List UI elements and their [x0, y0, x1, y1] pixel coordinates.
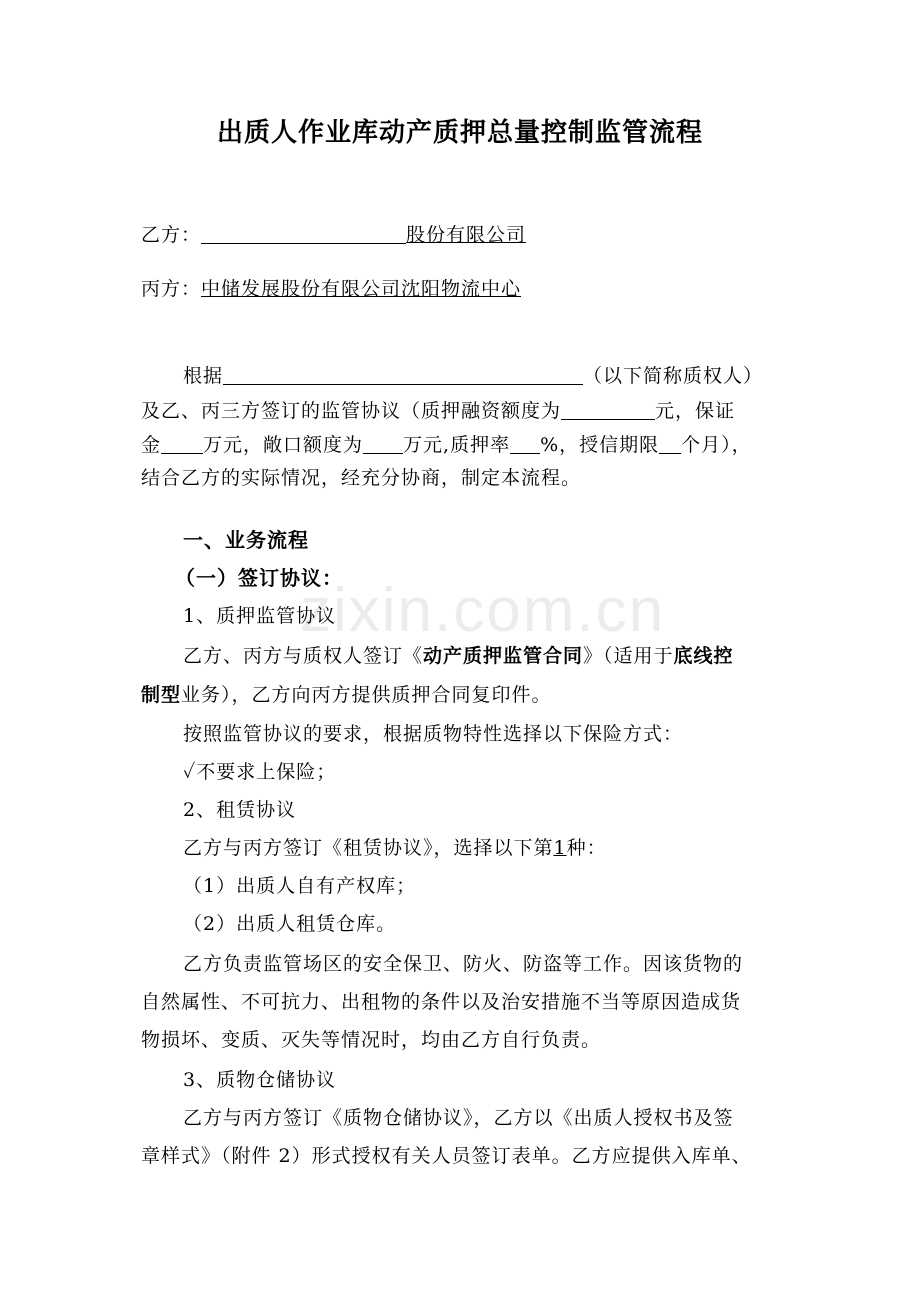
intro-line-1	[183, 361, 763, 388]
intro-text: %，授信期限	[540, 434, 660, 456]
item-heading: 2、租赁协议	[183, 799, 297, 821]
insurance-option: ✓不要求上保险；	[183, 761, 337, 783]
paragraph-text: 》（适用于	[583, 645, 674, 667]
party-c-value: 中储发展股份有限公司沈阳物流中心	[201, 278, 522, 300]
intro-line-3	[141, 430, 752, 457]
item-heading: 1、质押监管协议	[183, 605, 337, 627]
credit-period-blank	[659, 434, 681, 454]
paragraph-line: 章样式》（附件 2）形式授权有关人员签订表单。乙方应提供入库单、	[141, 1145, 752, 1167]
paragraph-line: 乙方与丙方签订《质物仓储协议》，乙方以《出质人授权书及签	[183, 1107, 734, 1129]
intro-line-2	[141, 396, 735, 423]
subsection-heading: （一）签订协议：	[175, 566, 343, 590]
party-b-line	[141, 220, 526, 247]
party-b-company-suffix: 股份有限公司	[406, 224, 527, 246]
contract-name: 动产质押监管合同	[423, 645, 584, 667]
pledgee-blank	[223, 365, 583, 385]
pledge-rate-blank	[510, 434, 540, 454]
list-item: （1）出质人自有产权库；	[183, 875, 417, 897]
intro-text: 根据	[183, 365, 224, 387]
watermark: zixin.com.cn	[300, 576, 666, 645]
intro-text: （以下简称质权人）	[583, 365, 764, 387]
business-type: 底线控	[673, 645, 734, 667]
selected-option-number: 1	[553, 837, 567, 859]
financing-amount-blank	[561, 400, 655, 420]
intro-text: 金	[141, 434, 162, 456]
intro-text: 万元，敞口额度为	[203, 434, 364, 456]
intro-text: 个月），	[681, 434, 752, 456]
paragraph-line	[183, 833, 607, 860]
paragraph-line: 物损坏、变质、灭失等情况时，均由乙方自行负责。	[141, 1029, 602, 1051]
page-title: 出质人作业库动产质押总量控制监管流程	[216, 118, 703, 148]
paragraph-line: 乙方负责监管场区的安全保卫、防火、防盗等工作。因该货物的	[183, 953, 744, 975]
exposure-blank	[363, 434, 403, 454]
item-heading: 3、质物仓储协议	[183, 1069, 337, 1091]
paragraph-text: 乙方、丙方与质权人签订《	[183, 645, 424, 667]
section-heading: 一、业务流程	[183, 528, 309, 552]
paragraph-line: 自然属性、不可抗力、出租物的条件以及治安措施不当等原因造成货	[141, 991, 742, 1013]
deposit-blank	[161, 434, 203, 454]
party-b-label: 乙方：	[141, 224, 202, 246]
intro-line-4: 结合乙方的实际情况，经充分协商，制定本流程。	[141, 467, 582, 489]
party-c-label: 丙方：	[141, 278, 202, 300]
party-b-blank	[201, 224, 406, 244]
paragraph-line: 按照监管协议的要求，根据质物特性选择以下保险方式：	[183, 723, 684, 745]
business-type: 制型	[141, 684, 182, 706]
intro-text: 万元,质押率	[403, 434, 511, 456]
paragraph-line	[183, 641, 734, 668]
paragraph-text: 种：	[566, 837, 607, 859]
intro-text: 元，保证	[655, 400, 736, 422]
party-c-line	[141, 274, 521, 301]
paragraph-text: 业务），乙方向丙方提供质押合同复印件。	[181, 684, 552, 706]
paragraph-line	[141, 680, 552, 707]
list-item: （2）出质人租赁仓库。	[183, 913, 397, 935]
paragraph-text: 乙方与丙方签订《租赁协议》，选择以下第	[183, 837, 554, 859]
intro-text: 及乙、丙三方签订的监管协议（质押融资额度为	[141, 400, 562, 422]
